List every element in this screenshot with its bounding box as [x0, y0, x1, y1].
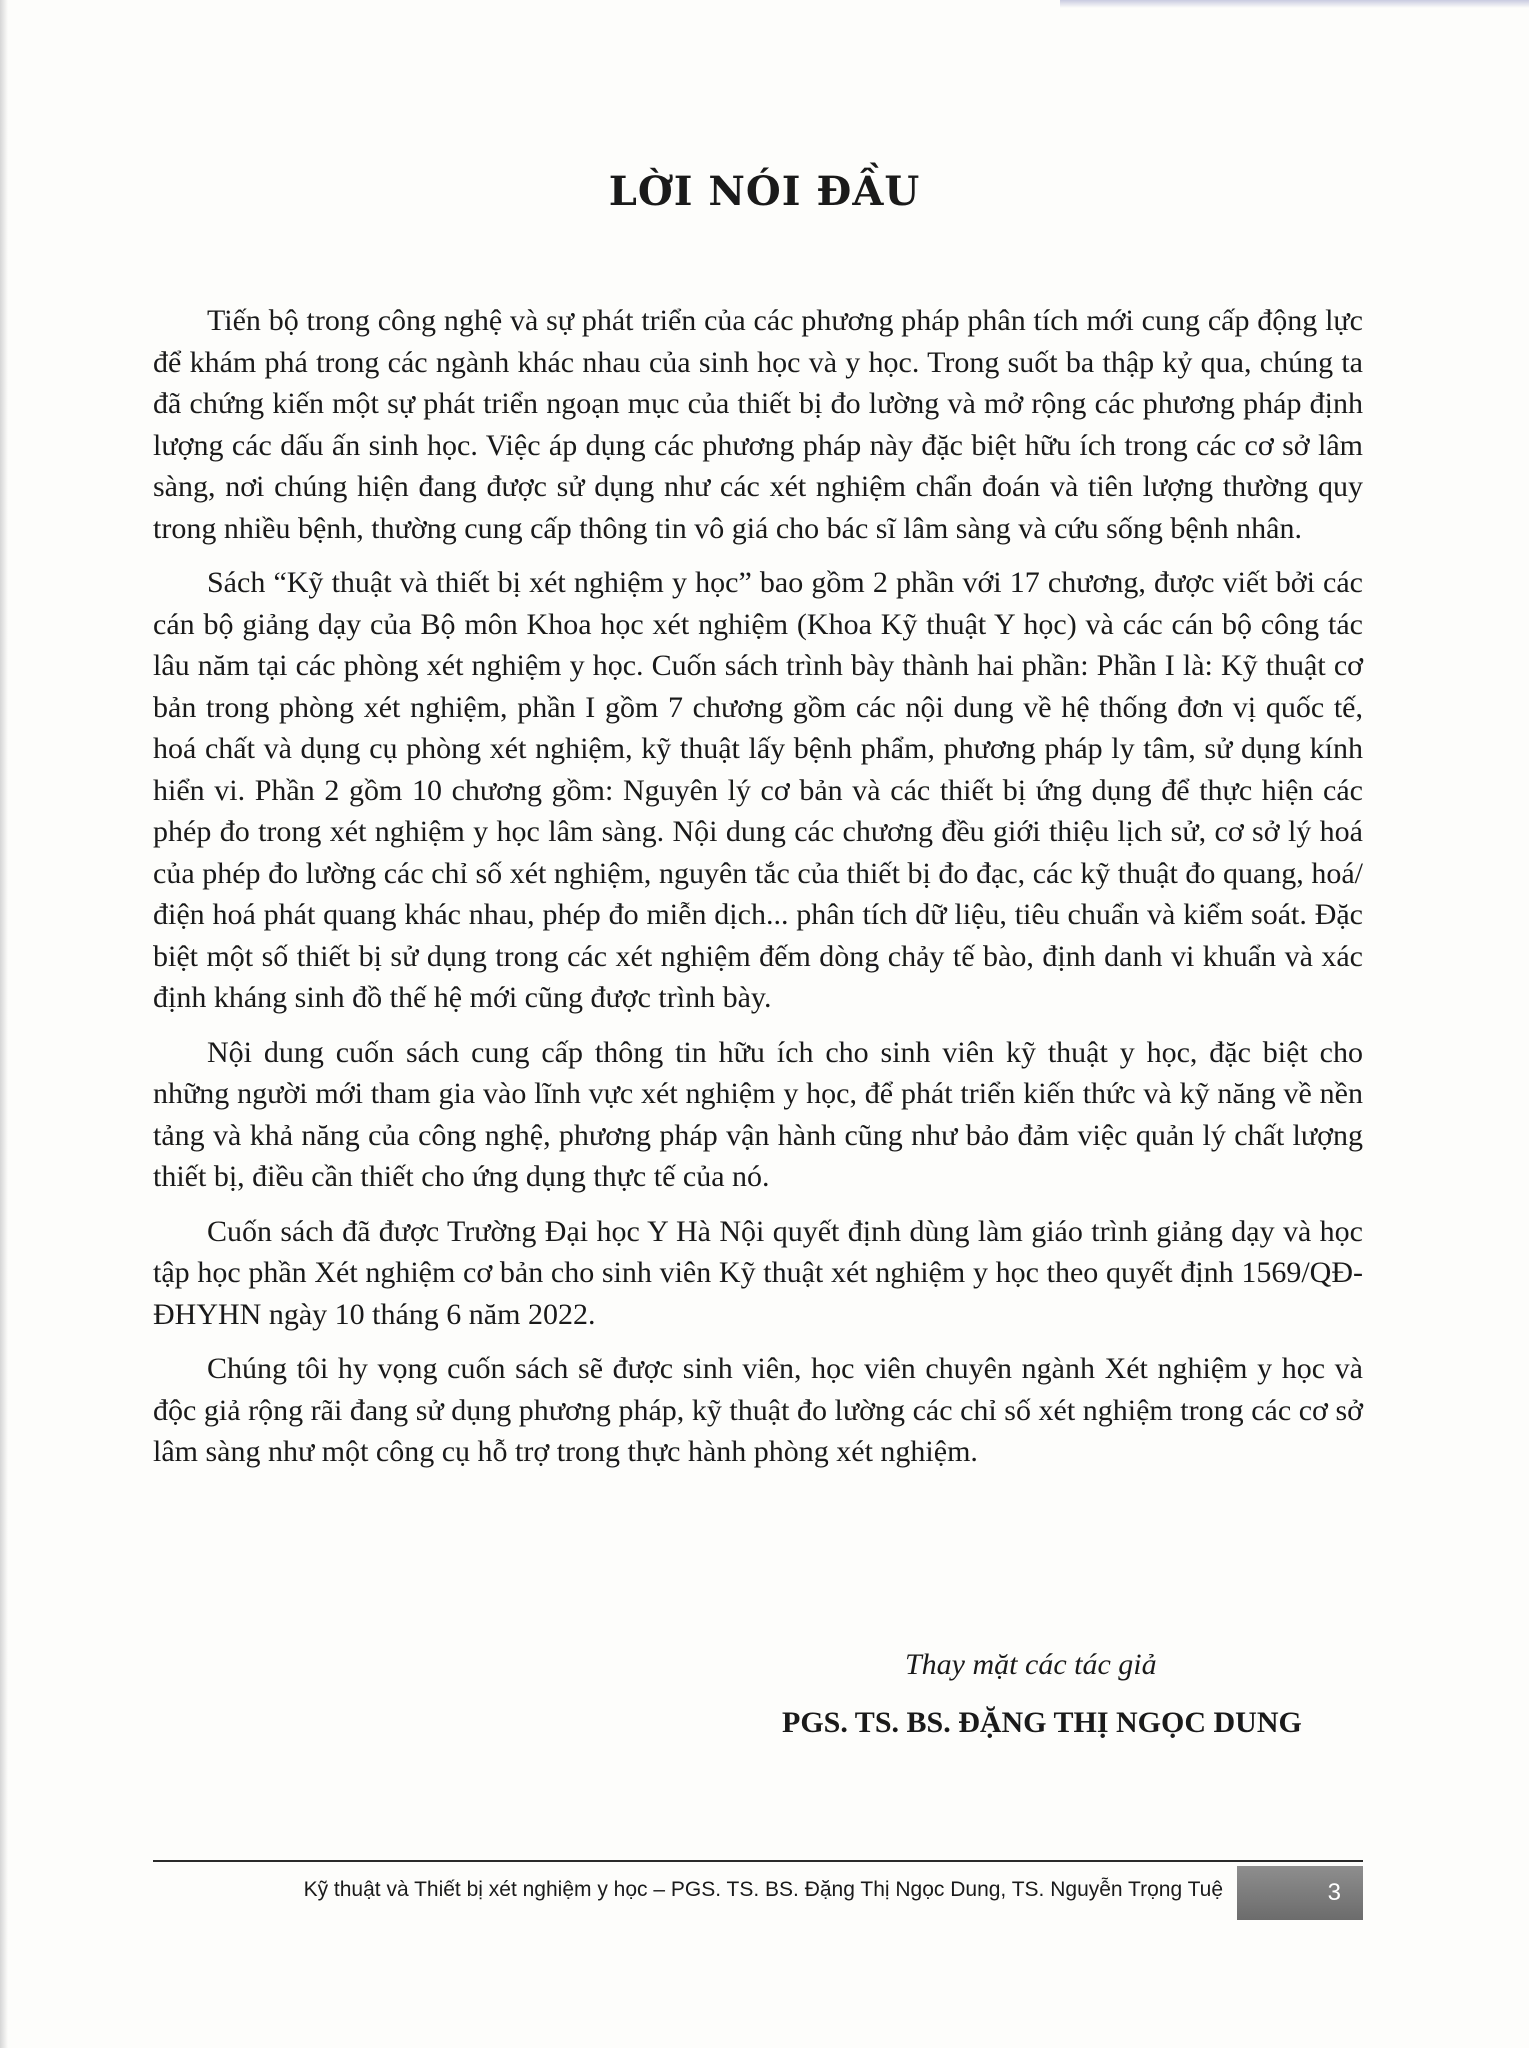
footer-divider: [153, 1860, 1363, 1862]
signature-name: PGS. TS. BS. ĐẶNG THỊ NGỌC DUNG: [782, 1706, 1302, 1739]
signature-role: Thay mặt các tác giả: [905, 1648, 1157, 1681]
scan-top-strip: [1060, 0, 1529, 8]
footer-text: Kỹ thuật và Thiết bị xét nghiệm y học – PGS. TS. BS. Đặng Thị Ngọc Dung, TS. Nguyễn Trọng Tuệ: [303, 1878, 1223, 1901]
page-title: LỜI NÓI ĐẦU: [608, 168, 921, 215]
page-number: 3: [1237, 1866, 1363, 1920]
paragraph-4: Cuốn sách đã được Trường Đại học Y Hà Nội quyết định dùng làm giáo trình giảng dạy và học tập học phần Xét nghiệm cơ bản cho sinh viên Kỹ thuật xét nghiệm y học theo quyết định 1569/QĐ-ĐHYHN ngày 10 tháng 6 năm 2022.: [153, 1214, 1363, 1331]
paragraph-2: Sách “Kỹ thuật và thiết bị xét nghiệm y học” bao gồm 2 phần với 17 chương, được viết bởi các cán bộ giảng dạy của Bộ môn Khoa học xét nghiệm (Khoa Kỹ thuật Y học) và các cán bộ công tác lâu năm tại các phòng xét nghiệm y học. Cuốn sách trình bày thành hai phần: Phần I là: Kỹ thuật cơ bản trong phòng xét nghiệm, phần I gồm 7 chương gồm các nội dung về hệ thống đơn vị quốc tế, hoá chất và dụng cụ phòng xét nghiệm, kỹ thuật lấy bệnh phẩm, phương pháp ly tâm, sử dụng kính hiển vi. Phần 2 gồm 10 chương gồm: Nguyên lý cơ bản và các thiết bị ứng dụng để thực hiện các phép đo trong xét nghiệm y học lâm sàng. Nội dung các chương đều giới thiệu lịch sử, cơ sở lý hoá của phép đo lường các chỉ số xét nghiệm, nguyên tắc của thiết bị đo đạc, các kỹ thuật đo quang, hoá/điện hoá phát quang khác nhau, phép đo miễn dịch... phân tích dữ liệu, tiêu chuẩn và kiểm soát. Đặc biệt một số thiết bị sử dụng trong các xét nghiệm đếm dòng chảy tế bào, định danh vi khuẩn và xác định kháng sinh đồ thế hệ mới cũng được trình bày.: [153, 566, 1363, 1014]
scan-edge-shadow: [0, 0, 8, 2048]
paragraph-5: Chúng tôi hy vọng cuốn sách sẽ được sinh viên, học viên chuyên ngành Xét nghiệm y học và độc giả rộng rãi đang sử dụng phương pháp, kỹ thuật đo lường các chỉ số xét nghiệm trong các cơ sở lâm sàng như một công cụ hỗ trợ trong thực hành phòng xét nghiệm.: [153, 1352, 1363, 1468]
body-text: [153, 300, 1363, 1486]
paragraph-1: Tiến bộ trong công nghệ và sự phát triển của các phương pháp phân tích mới cung cấp động lực để khám phá trong các ngành khác nhau của sinh học và y học. Trong suốt ba thập kỷ qua, chúng ta đã chứng kiến một sự phát triển ngoạn mục của thiết bị đo lường và mở rộng các phương pháp định lượng các dấu ấn sinh học. Việc áp dụng các phương pháp này đặc biệt hữu ích trong các cơ sở lâm sàng, nơi chúng hiện đang được sử dụng như các xét nghiệm chẩn đoán và tiên lượng thường quy trong nhiều bệnh, thường cung cấp thông tin vô giá cho bác sĩ lâm sàng và cứu sống bệnh nhân.: [153, 304, 1363, 545]
paragraph-3: Nội dung cuốn sách cung cấp thông tin hữu ích cho sinh viên kỹ thuật y học, đặc biệt cho những người mới tham gia vào lĩnh vực xét nghiệm y học, để phát triển kiến thức và kỹ năng về nền tảng và khả năng của công nghệ, phương pháp vận hành cũng như bảo đảm việc quản lý chất lượng thiết bị, điều cần thiết cho ứng dụng thực tế của nó.: [153, 1035, 1363, 1193]
